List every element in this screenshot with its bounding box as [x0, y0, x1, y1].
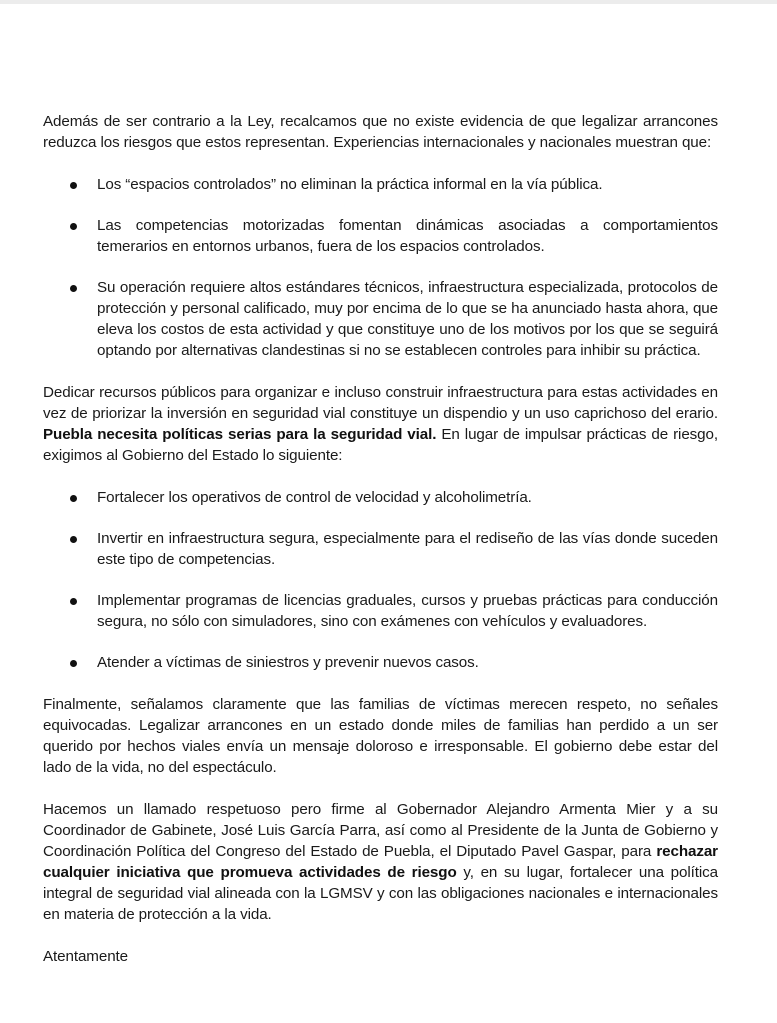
bold-demand: rechazar cualquier iniciativa que promueva actividades de riesgo [43, 843, 718, 881]
bullet-icon [70, 598, 77, 605]
list-item: Atender a víctimas de siniestros y prevenir nuevos casos. [43, 652, 718, 673]
list-item: Los “espacios controlados” no eliminan la práctica informal en la vía pública. [43, 174, 718, 195]
bullet-icon [70, 536, 77, 543]
paragraph-victims: Finalmente, señalamos claramente que las familias de víctimas merecen respeto, no señales equivocadas. Legalizar arrancones en un estado donde miles de familias han perdido a un ser querido por hechos viales envía un mensaje doloroso e irresponsable. El gobierno debe estar del lado de la vida, no del espectáculo. [43, 696, 718, 776]
closing-salutation: Atentamente [43, 948, 129, 965]
evidence-list [43, 174, 718, 361]
top-bar [0, 0, 777, 4]
list-item: Fortalecer los operativos de control de velocidad y alcoholimetría. [43, 487, 718, 508]
bullet-icon [70, 660, 77, 667]
list-item: Su operación requiere altos estándares técnicos, infraestructura especializada, protocolos de protección y personal calificado, muy por encima de lo que se ha anunciado hasta ahora, que eleva los costos de esta actividad y que constituye uno de los motivos por los que se seguirá optando por alternativas clandestinas si no se establecen controles para inhibir su práctica. [43, 277, 718, 361]
list-item: Implementar programas de licencias graduales, cursos y pruebas prácticas para conducción segura, no sólo con simuladores, sino con exámenes con vehículos y evaluadores. [43, 590, 718, 632]
document-page [43, 111, 718, 967]
bullet-icon [70, 495, 77, 502]
bullet-icon [70, 285, 77, 292]
paragraph-public-resources: Dedicar recursos públicos para organizar e incluso construir infraestructura para estas actividades en vez de priorizar la inversión en seguridad vial constituye un dispendio y un uso caprichoso del erario. Puebla necesita políticas serias para la seguridad vial. En lugar de impulsar prácticas de riesgo, exigimos al Gobierno del Estado lo siguiente: [43, 384, 718, 464]
bold-statement: Puebla necesita políticas serias para la seguridad vial. [43, 426, 437, 443]
list-item: Invertir en infraestructura segura, especialmente para el rediseño de las vías donde suceden este tipo de competencias. [43, 528, 718, 570]
paragraph-call-to-action: Hacemos un llamado respetuoso pero firme al Gobernador Alejandro Armenta Mier y a su Coordinador de Gabinete, José Luis García Parra, así como al Presidente de la Junta de Gobierno y Coordinación Política del Congreso del Estado de Puebla, el Diputado Pavel Gaspar, para rechazar cualquier iniciativa que promueva actividades de riesgo y, en su lugar, fortalecer una política integral de seguridad vial alineada con la LGMSV y con las obligaciones nacionales e internacionales en materia de protección a la vida. [43, 801, 719, 923]
demands-list [43, 487, 718, 673]
paragraph-evidence: Además de ser contrario a la Ley, recalcamos que no existe evidencia de que legalizar arrancones reduzca los riesgos que estos representan. Experiencias internacionales y nacionales muestran que: [43, 113, 718, 151]
bullet-icon [70, 223, 77, 230]
list-item: Las competencias motorizadas fomentan dinámicas asociadas a comportamientos temerarios en entornos urbanos, fuera de los espacios controlados. [43, 215, 718, 257]
bullet-icon [70, 182, 77, 189]
